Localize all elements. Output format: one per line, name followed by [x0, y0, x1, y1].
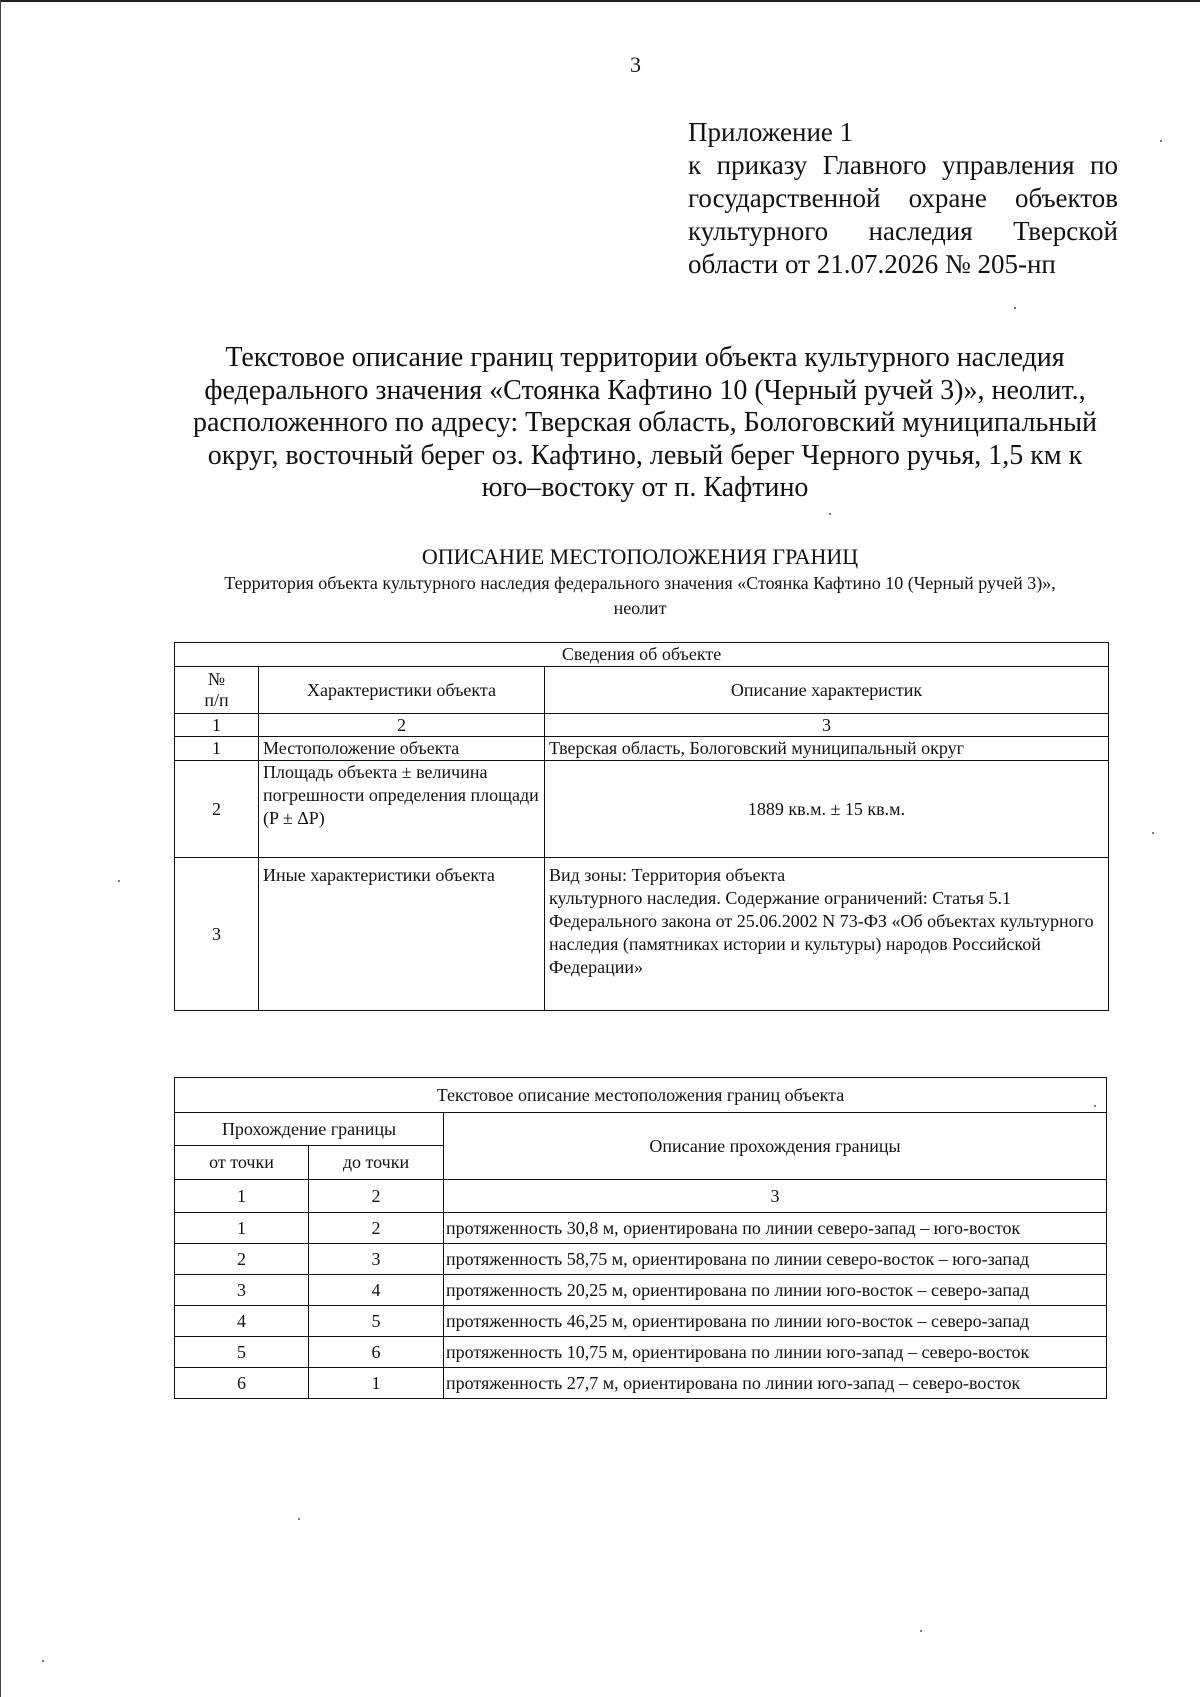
- row-description: Вид зоны: Территория объекта культурного наследия. Содержание ограничений: Статья 5.1 Федерального закона от 25.06.2002 N 73-ФЗ «Об объектах культурного наследия (памятниках истории и культуры) народов Российской Федерации»: [545, 858, 1109, 1011]
- table-header-row: [175, 1113, 1107, 1146]
- column-number: 3: [444, 1180, 1107, 1213]
- appendix-line: культурного наследия Тверской: [688, 216, 1118, 246]
- title-line: юго–востоку от п. Кафтино: [481, 472, 809, 503]
- from-point: 1: [175, 1213, 309, 1244]
- to-point: 1: [309, 1368, 444, 1399]
- appendix-line: государственной охране объектов: [688, 183, 1118, 213]
- passage-description: протяженность 46,25 м, ориентирована по линии юго-восток – северо-запад: [444, 1306, 1107, 1337]
- passage-description: протяженность 30,8 м, ориентирована по линии северо-запад – юго-восток: [444, 1213, 1107, 1244]
- column-number-row: [175, 714, 1109, 737]
- to-point: 3: [309, 1244, 444, 1275]
- object-info-table: [174, 642, 1109, 1011]
- from-point: 2: [175, 1244, 309, 1275]
- column-number: 2: [309, 1180, 444, 1213]
- table-header-row: [175, 667, 1109, 714]
- table-row: [175, 1306, 1107, 1337]
- table-row: [175, 761, 1109, 858]
- object-table-caption: Сведения об объекте: [175, 643, 1109, 667]
- from-point: 5: [175, 1337, 309, 1368]
- row-description: Тверская область, Бологовский муниципальный округ: [545, 737, 1109, 761]
- passage-description: протяженность 58,75 м, ориентирована по линии северо-восток – юго-запад: [444, 1244, 1107, 1275]
- section-subtitle-line: неолит: [613, 598, 667, 618]
- table-caption-row: [175, 1078, 1107, 1113]
- row-characteristic: Местоположение объекта: [259, 737, 545, 761]
- header-boundary-passage: Прохождение границы: [175, 1113, 444, 1146]
- table-row: [175, 1337, 1107, 1368]
- row-description: 1889 кв.м. ± 15 кв.м.: [545, 761, 1109, 858]
- row-number: 1: [175, 737, 259, 761]
- from-point: 6: [175, 1368, 309, 1399]
- table-row: [175, 737, 1109, 761]
- scan-speck: [829, 513, 831, 515]
- table-row: [175, 1275, 1107, 1306]
- scan-speck: [1094, 1105, 1096, 1107]
- title-line: расположенного по адресу: Тверская область, Бологовский муниципальный: [192, 407, 1097, 438]
- title-line: федерального значения «Стоянка Кафтино 10 (Черный ручей 3)», неолит.,: [204, 374, 1086, 406]
- scan-speck: [1014, 307, 1016, 309]
- column-number: 2: [259, 714, 545, 737]
- scan-speck: [1160, 140, 1162, 142]
- scan-speck: [118, 880, 120, 882]
- title-line: округ, восточный берег оз. Кафтино, левый берег Черного ручья, 1,5 км к: [207, 439, 1083, 471]
- table-caption-row: [175, 643, 1109, 667]
- table-row: [175, 1244, 1107, 1275]
- boundary-table-caption: Текстовое описание местоположения границ объекта: [175, 1078, 1107, 1113]
- header-passage-description: Описание прохождения границы: [444, 1113, 1107, 1180]
- document-title: [150, 342, 1140, 505]
- scan-speck: [920, 1630, 922, 1632]
- scan-speck: [42, 1660, 44, 1662]
- passage-description: протяженность 27,7 м, ориентирована по линии юго-запад – северо-восток: [444, 1368, 1107, 1399]
- title-line: Текстовое описание границ территории объекта культурного наследия: [225, 342, 1065, 373]
- from-point: 4: [175, 1306, 309, 1337]
- to-point: 2: [309, 1213, 444, 1244]
- section-subtitle: [160, 571, 1120, 621]
- row-characteristic: Иные характеристики объекта: [259, 858, 545, 1011]
- column-number: 1: [175, 1180, 309, 1213]
- table-row: [175, 858, 1109, 1011]
- scan-speck: [298, 1518, 300, 1520]
- section-heading: ОПИСАНИЕ МЕСТОПОЛОЖЕНИЯ ГРАНИЦ: [421, 544, 859, 569]
- appendix-line: области от 21.07.2026 № 205-нп: [688, 249, 1056, 279]
- appendix-note: [688, 116, 1118, 281]
- passage-description: протяженность 10,75 м, ориентирована по линии юго-запад – северо-восток: [444, 1337, 1107, 1368]
- column-number: 3: [545, 714, 1109, 737]
- header-description: Описание характеристик: [545, 667, 1109, 714]
- from-point: 3: [175, 1275, 309, 1306]
- to-point: 4: [309, 1275, 444, 1306]
- header-from-point: от точки: [175, 1146, 309, 1180]
- table-row: [175, 1213, 1107, 1244]
- row-characteristic: Площадь объекта ± величина погрешности определения площади (P ± ΔP): [259, 761, 545, 858]
- row-number: 2: [175, 761, 259, 858]
- appendix-line: Приложение 1: [688, 117, 854, 147]
- table-row: [175, 1368, 1107, 1399]
- to-point: 5: [309, 1306, 444, 1337]
- scan-speck: [1152, 832, 1154, 834]
- scan-left-edge: [0, 0, 1, 1697]
- section-subtitle-line: Территория объекта культурного наследия федерального значения «Стоянка Кафтино 10 (Черный ручей 3)»,: [224, 573, 1056, 593]
- column-number: 1: [175, 714, 259, 737]
- column-number-row: [175, 1180, 1107, 1213]
- boundary-table: [174, 1077, 1107, 1399]
- header-characteristic: Характеристики объекта: [259, 667, 545, 714]
- header-to-point: до точки: [309, 1146, 444, 1180]
- appendix-line: к приказу Главного управления по: [688, 150, 1118, 180]
- scan-top-edge: [0, 0, 1200, 2]
- page-number: 3: [630, 52, 641, 77]
- passage-description: протяженность 20,25 м, ориентирована по линии юго-восток – северо-запад: [444, 1275, 1107, 1306]
- to-point: 6: [309, 1337, 444, 1368]
- header-number: № п/п: [175, 667, 259, 714]
- row-number: 3: [175, 858, 259, 1011]
